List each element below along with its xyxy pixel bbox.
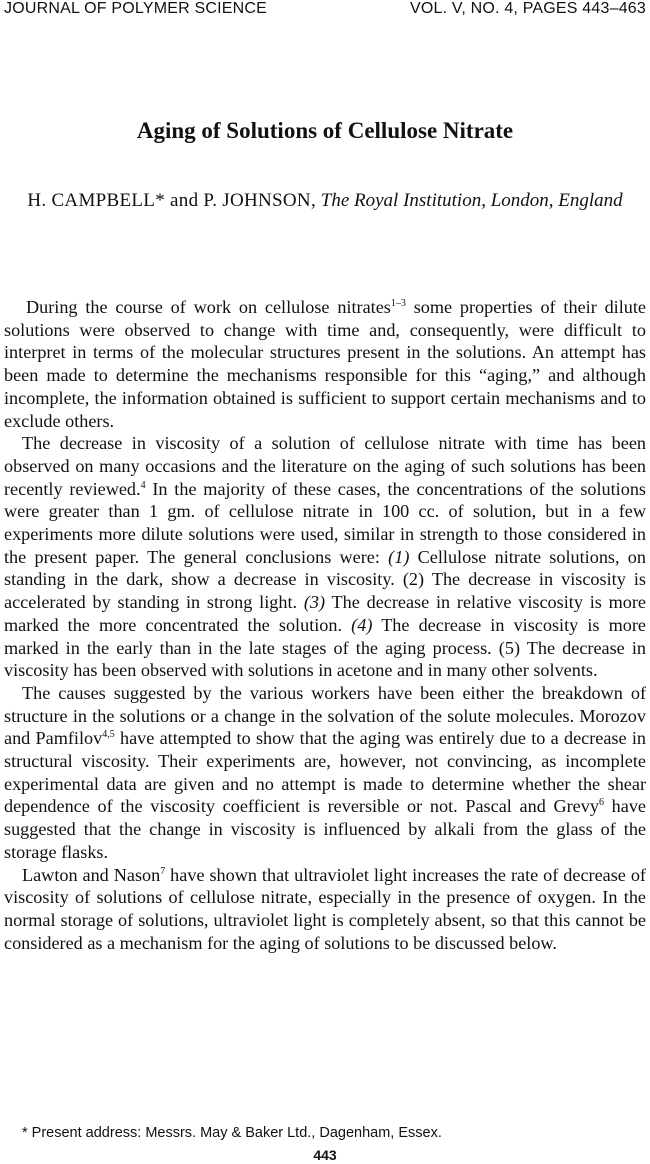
text-run: Cellulose nitrate solutions, on standing in the dark, show a decrease in viscosity.: [4, 546, 646, 590]
citation-ref: 6: [598, 797, 604, 809]
text-run: The decrease in viscosity is more marked in the early than in the late stages of the aging process.: [4, 614, 647, 658]
paragraph-3: [4, 682, 646, 864]
text-run: have suggested that the change in viscosity is influenced by alkali from the glass of the storage flasks.: [4, 796, 646, 862]
paragraph-4: [4, 864, 646, 955]
journal-name: JOURNAL OF POLYMER SCIENCE: [4, 0, 268, 17]
citation-ref: 4,5: [102, 729, 115, 741]
citation-ref: 4: [140, 479, 146, 491]
paragraph-2: [4, 432, 646, 682]
article-title: Aging of Solutions of Cellulose Nitrate: [136, 118, 514, 143]
text-run: The decrease in viscosity has been observed with solutions in acetone and in many other solvents.: [4, 637, 646, 681]
list-number: (4): [351, 614, 373, 635]
text-run: have attempted to show that the aging was entirely due to a decrease in structural viscosity. Their experiments are, however, not convincing, as incomplete experimental data are given and no attempt is made to determine whether the shear dependence of the viscosity coefficient is reversible or not. Pascal and Grevy: [4, 728, 646, 817]
text-run: In the majority of these cases, the concentrations of the solutions were greater than 1 gm. of cellulose nitrate in 100 cc. of solution, but in a few experiments more dilute solutions were used, similar in strength to those considered in the present paper. The general conclusions were:: [4, 478, 647, 567]
text-run: The decrease in viscosity of a solution of cellulose nitrate with time has been observed on many occasions and the literature on the aging of such solutions has been recently reviewed.: [4, 433, 646, 499]
author-block: [6, 189, 644, 213]
text-run: The causes suggested by the various workers have been either the breakdown of structure in the solutions or a change in the solvation of the solute molecules. Morozov and Pamfilov: [4, 682, 646, 749]
text-run: The decrease in viscosity is accelerated by standing in strong light.: [4, 569, 647, 613]
text-run: Lawton and Nason: [22, 864, 161, 885]
text-run: The decrease in relative viscosity is more marked the more concentrated the solution.: [4, 592, 647, 635]
text-run: During the course of work on cellulose nitrates: [26, 297, 391, 317]
text-run: have shown that ultraviolet light increases the rate of decrease of viscosity of solutions of cellulose nitrate, especially in the presence of oxygen. In the normal storage of solutions, ultraviolet light is completely absent, so that this cannot be considered as a mechanism for the aging of solutions to be discussed below.: [4, 864, 646, 953]
footnote: * Present address: Messrs. May & Baker Ltd., Dagenham, Essex.: [22, 1125, 442, 1141]
list-number: (5): [498, 637, 521, 658]
author-names: H. CAMPBELL* and P. JOHNSON,: [27, 190, 317, 211]
article-body: [4, 296, 646, 954]
citation-ref: 1–3: [390, 297, 406, 309]
text-run: some properties of their dilute solutions were observed to change with time and, consequently, were difficult to interpret in terms of the molecular structures present in the solutions. An attempt has been made to determine the mechanisms responsible for this “aging,” and although incomplete, the information obtained is sufficient to support certain mechanisms and to exclude others.: [4, 297, 647, 431]
list-number: (3): [303, 592, 326, 613]
volume-info: VOL. V, NO. 4, PAGES 443–463: [410, 0, 646, 17]
citation-ref: 7: [160, 865, 166, 877]
author-affiliation: The Royal Institution, London, England: [320, 190, 623, 211]
list-number: (1): [388, 546, 410, 567]
list-number: (2): [402, 569, 425, 590]
running-header: [4, 0, 646, 22]
paragraph-1: [4, 296, 646, 432]
page-number: 443: [313, 1147, 337, 1163]
